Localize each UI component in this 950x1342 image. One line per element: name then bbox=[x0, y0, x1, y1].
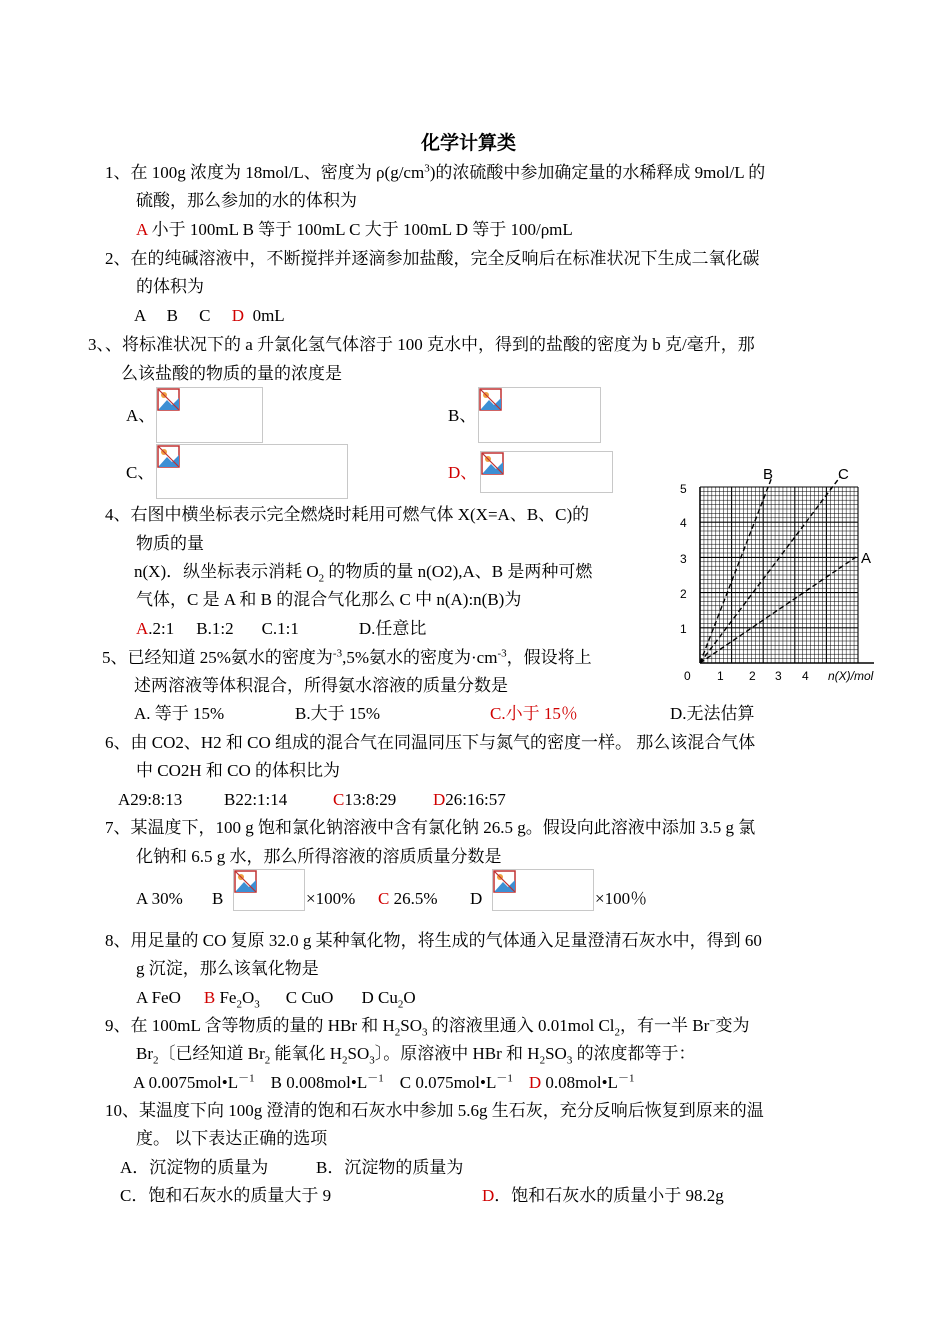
q10-option-d: D．饱和石灰水的质量小于 98.2g bbox=[482, 1186, 724, 1205]
y-tick-1: 1 bbox=[680, 622, 687, 636]
q4-line1: 4、右图中横坐标表示完全燃烧时耗用可燃气体 X(X=A、B、C)的 bbox=[105, 505, 590, 524]
q10-line1: 10、某温度下向 100g 澄清的饱和石灰水中参加 5.6g 生石灰，充分反响后恢复到原来的温 bbox=[105, 1101, 764, 1120]
broken-image-icon bbox=[234, 870, 258, 894]
q8-line2: g 沉淀，那么该氧化物是 bbox=[136, 959, 319, 978]
q3-option-c-label: C、 bbox=[126, 463, 155, 482]
y-tick-4: 4 bbox=[680, 516, 687, 530]
q4-line3: n(X)．纵坐标表示消耗 $O_2$ 的物质的量 n(O2),A、B 是两种可燃 bbox=[134, 562, 593, 585]
q1-options: A 小于 100mL B 等于 100mL C 大于 100mL D 等于 100/ρmL bbox=[136, 220, 573, 239]
q7-line1: 7、某温度下，100 g 饱和氯化钠溶液中含有氯化钠 26.5 g。假设向此溶液中添加 3.5 g 氯 bbox=[105, 818, 756, 837]
q7-times-2: ×100％ bbox=[595, 889, 648, 908]
broken-image-icon bbox=[479, 388, 503, 412]
q7-option-d-formula-image bbox=[492, 869, 594, 911]
x-tick-4: 4 bbox=[802, 669, 809, 683]
q7-option-d-label: D bbox=[470, 889, 483, 908]
q6-option-a: A29:8:13 bbox=[118, 790, 183, 809]
q4-line2: 物质的量 bbox=[136, 534, 204, 553]
broken-image-icon bbox=[493, 870, 517, 894]
q10-option-a: A．沉淀物的质量为 bbox=[120, 1158, 269, 1177]
q7-option-c: C 26.5% bbox=[378, 889, 438, 908]
x-axis-label: n(X)/mol bbox=[828, 669, 874, 683]
q3-line2: 么该盐酸的物质的量的浓度是 bbox=[121, 364, 342, 383]
x-tick-2: 2 bbox=[749, 669, 756, 683]
q10-option-c: C．饱和石灰水的质量大于 9 bbox=[120, 1186, 332, 1205]
label-b: B bbox=[763, 466, 774, 483]
q10-option-b: B．沉淀物的质量为 bbox=[316, 1158, 464, 1177]
q9-line2: $Br_2$〔已经知道 $Br_2$ 能氧化 $H_2SO_3$〕。原溶液中 HBr 和 $H_2SO_3$ 的浓度都等于： bbox=[136, 1044, 696, 1067]
line-c bbox=[700, 477, 840, 663]
q5-option-c: C.小于 15％ bbox=[490, 704, 578, 723]
q6-option-b: B22:1:14 bbox=[224, 790, 288, 809]
q5-option-a: A. 等于 15% bbox=[134, 704, 225, 723]
q7-option-b-formula-image bbox=[233, 869, 305, 911]
x-tick-0: 0 bbox=[684, 669, 691, 683]
line-b bbox=[700, 477, 772, 663]
q3-option-b-label: B、 bbox=[448, 406, 477, 425]
graph-grid bbox=[700, 487, 858, 663]
q3-option-d-formula-image bbox=[480, 451, 613, 493]
q5-line1: 5、已经知道 25%氨水的密度为$^{-3}$,5%氨水的密度为$\cdot cm^{-3}$，假设将上 bbox=[102, 647, 592, 667]
q5-line2: 述两溶液等体积混合，所得氨水溶液的质量分数是 bbox=[134, 676, 508, 695]
y-tick-5: 5 bbox=[680, 482, 687, 496]
q2-options: A B C D 0mL bbox=[134, 306, 285, 325]
q1-line2: 硫酸，那么参加的水的体积为 bbox=[136, 191, 357, 210]
page-title: 化学计算类 bbox=[421, 133, 517, 154]
q6-option-d: D26:16:57 bbox=[433, 790, 506, 809]
q7-option-b-label: B bbox=[212, 889, 224, 908]
x-tick-3: 3 bbox=[775, 669, 782, 683]
q7-option-a: A 30% bbox=[136, 889, 183, 908]
x-tick-1: 1 bbox=[717, 669, 724, 683]
q6-option-c: C13:8:29 bbox=[333, 790, 397, 809]
q6-line2: 中 CO2H 和 CO 的体积比为 bbox=[136, 761, 341, 780]
q9-options: A $0.0075mol•L^{-1}$ B $0.008mol•L^{-1}$ C $0.075mol•L^{-1}$ D $0.08mol•L^{-1}$ bbox=[133, 1072, 635, 1092]
q2-line2: 的体积为 bbox=[136, 277, 204, 296]
q7-line2: 化钠和 6.5 g 水，那么所得溶液的溶质质量分数是 bbox=[136, 847, 502, 866]
broken-image-icon bbox=[481, 452, 505, 476]
y-tick-3: 3 bbox=[680, 552, 687, 566]
broken-image-icon bbox=[157, 445, 181, 469]
q3-option-c-formula-image bbox=[156, 444, 348, 499]
q3-option-b-formula-image bbox=[478, 387, 601, 443]
broken-image-icon bbox=[157, 388, 181, 412]
q6-line1: 6、由 CO2、H2 和 CO 组成的混合气在同温同压下与氮气的密度一样。 那么该混合气体 bbox=[105, 733, 756, 752]
y-tick-2: 2 bbox=[680, 587, 687, 601]
q3-option-d-label: D、 bbox=[448, 463, 478, 482]
q7-times-1: ×100% bbox=[306, 889, 356, 908]
q3-option-a-label: A、 bbox=[126, 406, 156, 425]
q9-line1: 9、在 100mL 含等物质的量的 HBr 和 $H_2SO_3$ 的溶液里通入 0.01mol $Cl_2$，有一半 Br−变为 bbox=[105, 1015, 750, 1039]
q2-line1: 2、在的纯碱溶液中，不断搅拌并逐滴参加盐酸，完全反响后在标准状况下生成二氧化碳 bbox=[105, 249, 760, 268]
q8-options: A FeO B $Fe_2O_3$ C CuO D $Cu_2O$ bbox=[136, 988, 416, 1011]
q8-line1: 8、用足量的 CO 复原 32.0 g 某种氧化物，将生成的气体通入足量澄清石灰水中，得到 60 bbox=[105, 931, 762, 950]
q3-line1: 3、、将标准状况下的 a 升氯化氢气体溶于 100 克水中，得到的盐酸的密度为 b 克/毫升，那 bbox=[88, 335, 755, 354]
q4-options: A.2:1 B.1:2 C.1:1 D.任意比 bbox=[136, 619, 427, 638]
q1-line1: 1、在 100g 浓度为 18mol/L、密度为 $\rho(g/cm^3)$的浓硫酸中参加确定量的水稀释成 9mol/L 的 bbox=[105, 162, 766, 182]
q4-line4: 气体，C 是 A 和 B 的混合气化那么 C 中 n(A):n(B)为 bbox=[136, 590, 522, 609]
combustion-graph bbox=[676, 463, 898, 691]
q3-option-a-formula-image bbox=[156, 387, 263, 443]
q5-option-d: D.无法估算 bbox=[670, 704, 755, 723]
label-c: C bbox=[838, 466, 849, 483]
label-a: A bbox=[861, 550, 872, 567]
q10-line2: 度。 以下表达正确的选项 bbox=[136, 1129, 328, 1148]
q5-option-b: B.大于 15% bbox=[295, 704, 380, 723]
